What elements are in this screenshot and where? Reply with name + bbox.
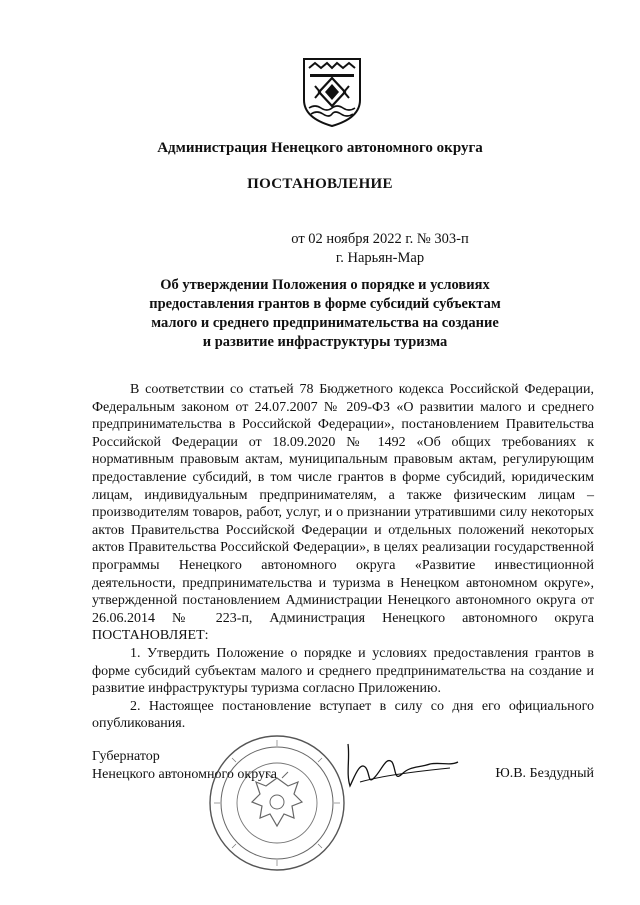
title-line: предоставления грантов в форме субсидий субъектам [149,296,501,312]
clause-2-paragraph: 2. Настоящее постановление вступает в силу со дня его официального опубликования. [92,698,594,732]
document-body [92,381,594,733]
date-block [0,230,640,268]
position-line: Ненецкого автономного округа [92,767,277,782]
title-line: малого и среднего предпринимательства на создание [151,315,499,331]
preamble-paragraph: В соответствии со статьей 78 Бюджетного кодекса Российской Федерации, Федеральным законом от 24.07.2007 № 209-ФЗ «О развитии малого и среднего предпринимательства в Российской Федерации», постановлением Правительства Российской Федерации от 18.09.2020 № 1492 «Об общих требованиях к нормативным правовым актам, муниципальным правовым актам, регулирующим предоставление субсидий, в том числе грантов в форме субсидий, юридическим лицам, индивидуальным предпринимателям, а также физическим лицам – производителям товаров, работ, услуг, и о признании утратившими силу некоторых актов Правительства Российской Федерации и отдельных положений некоторых актов Правительства Российской Федерации», в целях реализации государственной программы Ненецкого автономного округа «Развитие инвестиционной деятельности, предпринимательства и туризма в Ненецком автономном округе», утвержденной постановлением Администрации Ненецкого автономного округа от 26.06.2014 № 223-п, Администрация Ненецкого автономного округа ПОСТАНОВЛЯЕТ: [92,382,594,644]
date-number: от 02 ноября 2022 г. № 303-п [291,231,469,247]
handwritten-signature-icon [340,738,460,798]
clause-1-paragraph: 1. Утвердить Положение о порядке и условиях предоставления грантов в форме субсидий субъектам малого и среднего предпринимательства на создание и развитие инфраструктуры туризма согласно Приложению. [92,645,594,697]
title-line: Об утверждении Положения о порядке и условиях [160,277,490,293]
organization-name: Администрация Ненецкого автономного округа [157,140,483,156]
position-line: Губернатор [92,749,160,764]
title-line: и развитие инфраструктуры туризма [202,334,448,350]
nenets-coat-of-arms-icon [301,56,363,128]
document-type: ПОСТАНОВЛЕНИЕ [247,176,393,192]
document-title [110,276,540,352]
city: г. Нарьян-Мар [335,250,425,266]
signatory-position [92,748,277,784]
signatory-name: Ю.В. Бездудный [495,766,594,781]
